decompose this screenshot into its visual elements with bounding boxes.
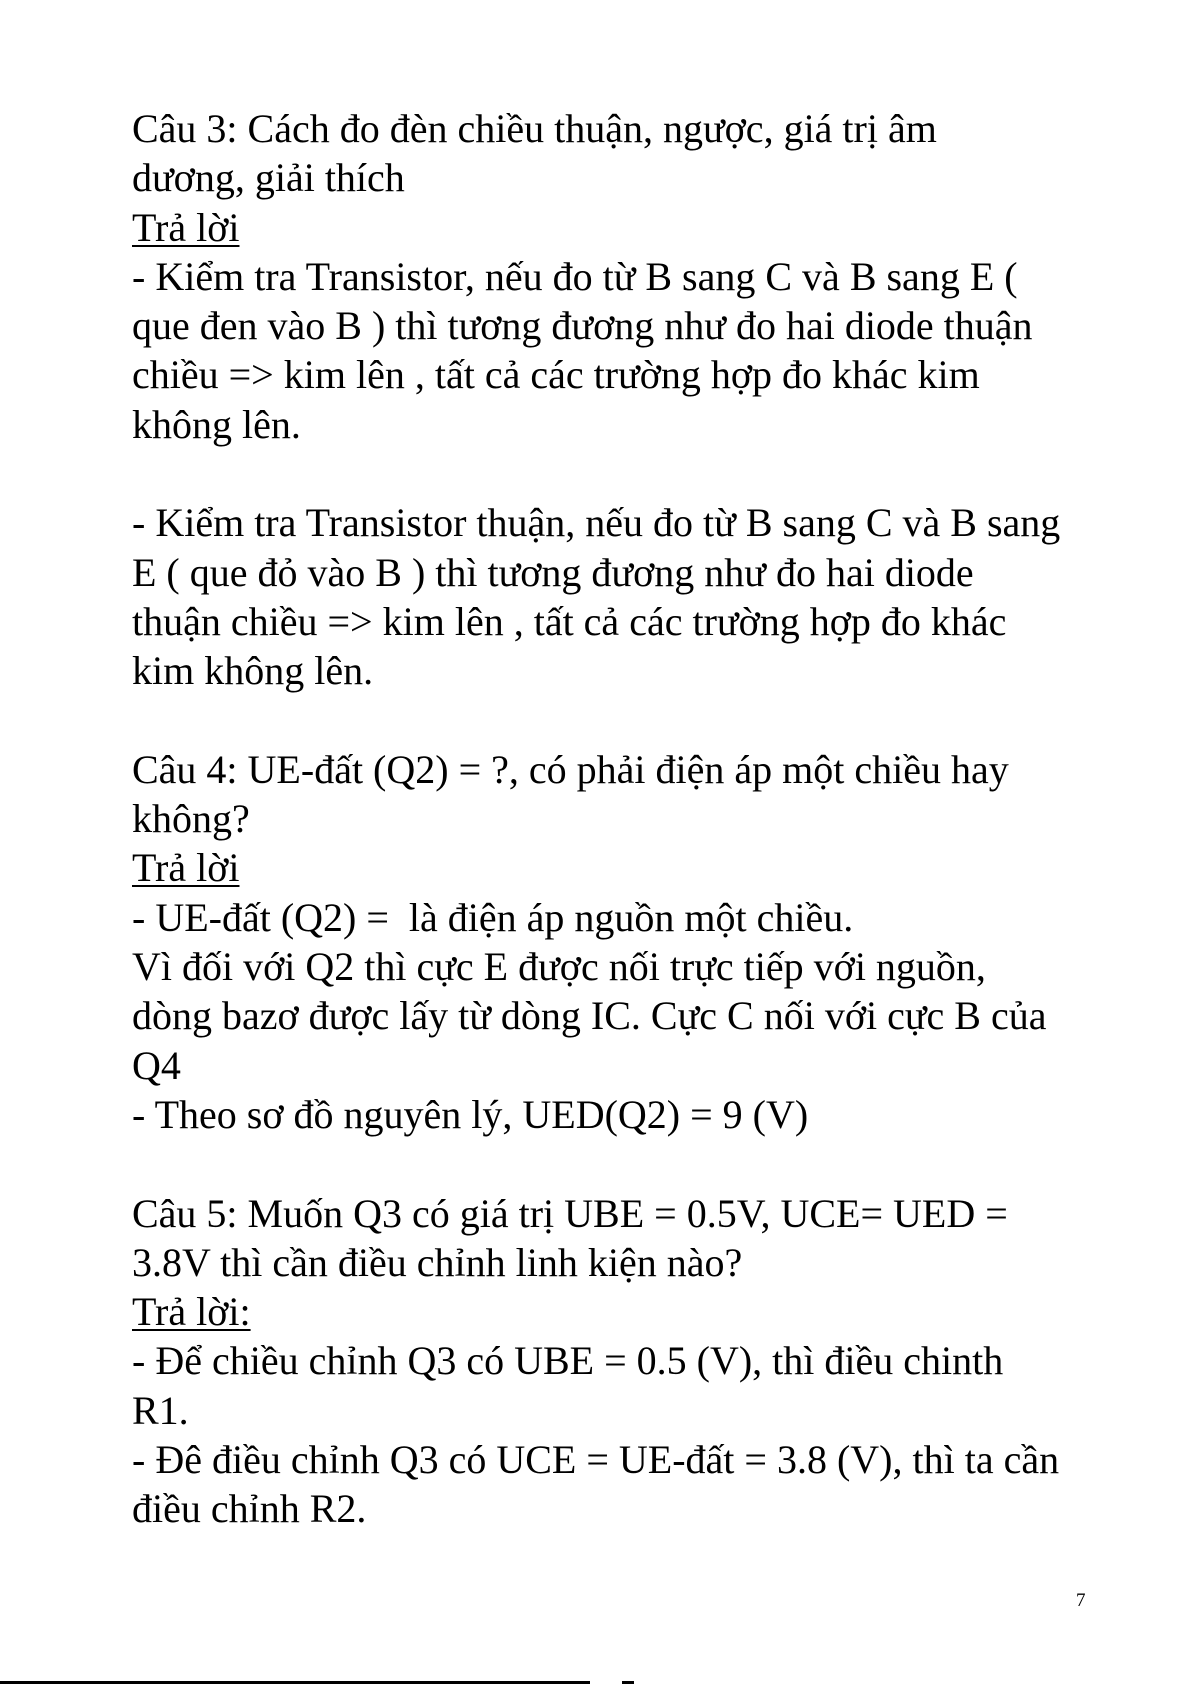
answer-line: dòng bazơ được lấy từ dòng IC. Cực C nối với cực B của (132, 993, 1047, 1039)
answer-line: R1. (132, 1387, 189, 1433)
footer-rule (0, 1681, 590, 1684)
answer-line: Q4 (132, 1042, 181, 1088)
question-4-text-line: không? (132, 796, 250, 842)
page-content (132, 104, 1092, 1534)
question-3-text-line: Câu 3: Cách đo đèn chiều thuận, ngược, giá trị âm (132, 106, 937, 151)
answer-label (132, 203, 1092, 252)
answer-line: - Để chiều chỉnh Q3 có UBE = 0.5 (V), thì điều chinth (132, 1338, 1004, 1384)
question-3 (132, 104, 1092, 696)
answer-line: Vì đối với Q2 thì cực E được nối trực tiếp với nguồn, (132, 944, 986, 990)
answer-label-text: Trả lời (132, 204, 240, 250)
question-4-text-line: Câu 4: UE-đất (Q2) = ?, có phải điện áp một chiều hay (132, 746, 1009, 792)
paragraph-gap (132, 1139, 1092, 1188)
paragraph-gap (132, 696, 1092, 745)
answer-line: thuận chiều => kim lên , tất cả các trường hợp đo khác (132, 598, 1007, 644)
footer-rule-tick (622, 1681, 634, 1684)
answer-line: que đen vào B ) thì tương đương như đo hai diode thuận (132, 303, 1033, 349)
answer-line: kim không lên. (132, 648, 374, 694)
question-5-text-line: 3.8V thì cần điều chỉnh linh kiện nào? (132, 1239, 743, 1285)
question-5-text-line: Câu 5: Muốn Q3 có giá trị UBE = 0.5V, UCE= UED = (132, 1190, 1008, 1236)
question-5 (132, 1189, 1092, 1534)
answer-line: - Theo sơ đồ nguyên lý, UED(Q2) = 9 (V) (132, 1091, 809, 1137)
answer-label-text: Trả lời: (132, 1289, 251, 1335)
question-3-text-line: dương, giải thích (132, 155, 405, 201)
answer-line: - Đê điều chỉnh Q3 có UCE = UE-đất = 3.8 (V), thì ta cần (132, 1437, 1060, 1483)
answer-line: - Kiểm tra Transistor, nếu đo từ B sang C và B sang E ( (132, 253, 1018, 299)
answer-label-text: Trả lời (132, 845, 240, 891)
answer-line: chiều => kim lên , tất cả các trường hợp đo khác kim (132, 352, 980, 398)
question-4 (132, 745, 1092, 1139)
answer-line: - Kiểm tra Transistor thuận, nếu đo từ B sang C và B sang (132, 500, 1061, 546)
answer-line: không lên. (132, 401, 301, 447)
answer-line: E ( que đỏ vào B ) thì tương đương như đo hai diode (132, 549, 974, 595)
page-number: 7 (1076, 1590, 1086, 1611)
answer-line: - UE-đất (Q2) = là điện áp nguồn một chiều. (132, 894, 854, 940)
answer-label (132, 843, 1092, 892)
answer-label (132, 1287, 1092, 1336)
paragraph-gap (132, 449, 1092, 498)
answer-line: điều chỉnh R2. (132, 1486, 367, 1532)
